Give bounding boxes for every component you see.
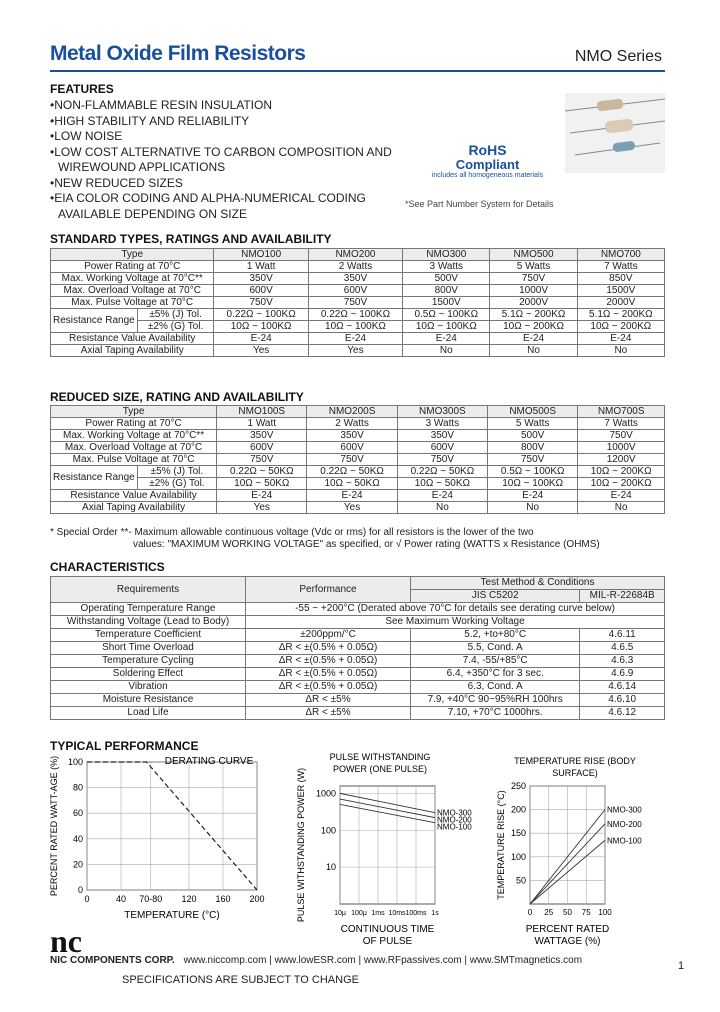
title-rule: [50, 70, 665, 72]
header-cell: Performance: [246, 577, 411, 603]
standard-heading: STANDARD TYPES, RATINGS AND AVAILABILITY: [50, 232, 332, 246]
y-tick-label: 10: [325, 862, 336, 873]
table-row: [51, 309, 665, 321]
header-cell: Test Method & Conditions: [411, 577, 665, 590]
x-tick-label: 0: [84, 894, 90, 904]
table-row: [51, 273, 665, 285]
note-line-1: * Special Order **- Maximum allowable continuous voltage (Vdc or rms) for all resistors is the lower of the two: [50, 527, 534, 538]
features-list: [50, 98, 405, 222]
page-number: 1: [678, 960, 685, 972]
x-axis-label-line-1: CONTINUOUS TIME: [340, 924, 435, 935]
series-name: NMO Series: [574, 48, 662, 65]
table-cell: No: [488, 502, 578, 514]
table-cell: 750V: [308, 297, 402, 309]
x-tick-label: 1s: [431, 910, 439, 917]
feature-item: • EIA COLOR CODING AND ALPHA-NUMERICAL CODING AVAILABLE DEPENDING ON SIZE: [50, 191, 405, 222]
table-cell: E-24: [308, 333, 402, 345]
x-tick-label: 75: [581, 908, 591, 917]
plot-frame: [87, 762, 257, 890]
table-cell: No: [403, 345, 490, 357]
x-tick-label: 40: [115, 894, 127, 904]
table-cell: 1 Watt: [214, 261, 308, 273]
table-row: [51, 430, 665, 442]
table-cell: 1200V: [578, 454, 665, 466]
table-cell: ΔR < ±5%: [246, 707, 411, 720]
type-header-cell: NMO100S: [217, 406, 307, 418]
feature-item: • LOW COST ALTERNATIVE TO CARBON COMPOSITION AND WIREWOUND APPLICATIONS: [50, 145, 405, 176]
table-cell: E-24: [578, 490, 665, 502]
resistor-photo: [565, 93, 665, 173]
table-cell: 7.4, -55/+85°C: [411, 655, 580, 668]
table-cell: 10Ω ~ 50KΩ: [307, 478, 397, 490]
table-cell: 5.5, Cond. A: [411, 642, 580, 655]
x-axis-label-line-1: PERCENT RATED: [525, 924, 610, 935]
feature-item: • HIGH STABILITY AND RELIABILITY: [50, 114, 405, 130]
table-cell: 1500V: [403, 297, 490, 309]
pulse-series-line: [340, 793, 435, 812]
row-label: Temperature Coefficient: [51, 629, 246, 642]
reduced-table: [50, 405, 665, 514]
header-cell: MIL-R-22684B: [580, 590, 665, 603]
table-cell: 750V: [490, 273, 577, 285]
header-cell: JIS C5202: [411, 590, 580, 603]
table-cell: 10Ω ~ 100KΩ: [308, 321, 402, 333]
table-row: [51, 668, 665, 681]
table-cell: 800V: [403, 285, 490, 297]
table-cell: 7 Watts: [578, 418, 665, 430]
chart-title-line-1: PULSE WITHSTANDING: [329, 752, 431, 762]
rohs-title: RoHS: [468, 142, 507, 158]
chart-title-line-1: TEMPERATURE RISE (BODY: [514, 756, 636, 766]
table-cell: 7.10, +70°C 1000hrs.: [411, 707, 580, 720]
table-cell: 5.1Ω ~ 200KΩ: [577, 309, 664, 321]
rohs-badge: [420, 142, 555, 179]
table-row: [51, 655, 665, 668]
table-cell: 1000V: [578, 442, 665, 454]
table-cell: 2000V: [490, 297, 577, 309]
table-cell: See Maximum Working Voltage: [246, 616, 665, 629]
row-label: Vibration: [51, 681, 246, 694]
x-tick-label: 100ms: [405, 910, 427, 917]
table-cell: 600V: [217, 442, 307, 454]
row-label: Short Time Overload: [51, 642, 246, 655]
row-label: Max. Pulse Voltage at 70°C: [51, 454, 217, 466]
row-label: Axial Taping Availability: [51, 502, 217, 514]
table-cell: 0.22Ω ~ 50KΩ: [307, 466, 397, 478]
table-cell: E-24: [214, 333, 308, 345]
table-row: [51, 333, 665, 345]
table-cell: 350V: [307, 430, 397, 442]
table-cell: 1000V: [490, 285, 577, 297]
table-cell: 5.2, +to+80°C: [411, 629, 580, 642]
y-tick-label: 1000: [315, 788, 336, 799]
table-cell: 600V: [397, 442, 487, 454]
table-cell: 5 Watts: [490, 261, 577, 273]
table-cell: 4.6.11: [580, 629, 665, 642]
table-header-row: [51, 249, 665, 261]
nic-logo: [50, 923, 98, 959]
table-cell: 7.9, +40°C 90~95%RH 100hrs: [411, 694, 580, 707]
table-cell: 750V: [214, 297, 308, 309]
type-header-cell: NMO700: [577, 249, 664, 261]
table-cell: 10Ω ~ 200KΩ: [578, 478, 665, 490]
table-cell: 4.6.10: [580, 694, 665, 707]
table-cell: 5.1Ω ~ 200KΩ: [490, 309, 577, 321]
series-label: NMO-300: [437, 808, 472, 818]
series-label: NMO-100: [607, 836, 642, 846]
table-cell: 1 Watt: [217, 418, 307, 430]
page-title: Metal Oxide Film Resistors: [50, 42, 306, 65]
table-cell: No: [490, 345, 577, 357]
chart-title-line-2: POWER (ONE PULSE): [332, 764, 428, 774]
table-cell: 850V: [577, 273, 664, 285]
header-cell: Type: [51, 249, 214, 261]
tolerance-label: ±5% (J) Tol.: [137, 309, 214, 321]
table-cell: 4.6.9: [580, 668, 665, 681]
row-label: Axial Taping Availability: [51, 345, 214, 357]
table-row: [51, 681, 665, 694]
row-label: Moisture Resistance: [51, 694, 246, 707]
table-cell: -55 ~ +200°C (Derated above 70°C for details see derating curve below): [246, 603, 665, 616]
table-cell: 0.22Ω ~ 50KΩ: [217, 466, 307, 478]
table-cell: Yes: [307, 502, 397, 514]
table-cell: 2 Watts: [308, 261, 402, 273]
standard-table: [50, 248, 665, 357]
x-tick-label: 1ms: [371, 910, 385, 917]
table-row: [51, 345, 665, 357]
table-cell: 350V: [214, 273, 308, 285]
y-axis-label: PULSE WITHSTANDING POWER (W): [296, 767, 306, 923]
table-cell: ΔR < ±(0.5% + 0.05Ω): [246, 655, 411, 668]
table-cell: E-24: [217, 490, 307, 502]
rohs-compliant: Compliant: [455, 157, 520, 172]
type-header-cell: NMO300S: [397, 406, 487, 418]
row-label: Resistance Range: [51, 466, 138, 490]
y-tick-label: 0: [77, 885, 83, 895]
plot-frame: [340, 786, 435, 904]
x-axis-label-line-2: WATTAGE (%): [534, 936, 601, 947]
table-cell: 4.6.3: [580, 655, 665, 668]
table-cell: 4.6.12: [580, 707, 665, 720]
tolerance-label: ±2% (G) Tol.: [137, 478, 216, 490]
table-cell: 1500V: [577, 285, 664, 297]
table-cell: 0.22Ω ~ 50KΩ: [397, 466, 487, 478]
table-row: [51, 490, 665, 502]
pulse-series-line: [340, 799, 435, 818]
table-cell: Yes: [217, 502, 307, 514]
rohs-subtext: includes all homogeneous materials: [431, 172, 544, 179]
table-cell: 750V: [578, 430, 665, 442]
table-cell: 2 Watts: [307, 418, 397, 430]
table-row: [51, 502, 665, 514]
series-label: NMO-200: [437, 815, 472, 825]
type-header-cell: NMO500: [490, 249, 577, 261]
table-cell: 750V: [217, 454, 307, 466]
row-label: Resistance Range: [51, 309, 138, 333]
tolerance-label: ±5% (J) Tol.: [137, 466, 216, 478]
derating-line: [87, 762, 257, 890]
table-row: [51, 616, 665, 629]
type-header-cell: NMO200: [308, 249, 402, 261]
table-cell: 350V: [308, 273, 402, 285]
table-cell: 6.3, Cond. A: [411, 681, 580, 694]
table-row: [51, 285, 665, 297]
pulse-series-line: [340, 804, 435, 822]
derating-chart: [45, 752, 275, 922]
table-cell: 500V: [403, 273, 490, 285]
table-cell: No: [397, 502, 487, 514]
row-label: Max. Overload Voltage at 70°C: [51, 442, 217, 454]
characteristics-heading: CHARACTERISTICS: [50, 560, 165, 574]
table-cell: 10Ω ~ 100KΩ: [488, 478, 578, 490]
reduced-heading: REDUCED SIZE, RATING AND AVAILABILITY: [50, 390, 304, 404]
table-cell: 10Ω ~ 50KΩ: [397, 478, 487, 490]
x-tick-label: 100μ: [351, 910, 367, 917]
row-label: Resistance Value Availability: [51, 333, 214, 345]
table-cell: 7 Watts: [577, 261, 664, 273]
x-axis-label-line-2: OF PULSE: [362, 936, 413, 947]
footer-line: [50, 955, 582, 966]
x-tick-label: 200: [249, 894, 265, 904]
feature-item: • LOW NOISE: [50, 129, 405, 145]
table-cell: 10Ω ~ 100KΩ: [214, 321, 308, 333]
voltage-note: [50, 527, 670, 551]
y-tick-label: 250: [510, 781, 526, 791]
table-cell: 10Ω ~ 50KΩ: [217, 478, 307, 490]
table-cell: Yes: [308, 345, 402, 357]
table-row: [51, 707, 665, 720]
chart-title: DERATING CURVE: [164, 756, 254, 767]
typical-heading: TYPICAL PERFORMANCE: [50, 739, 199, 753]
table-row: [51, 261, 665, 273]
table-row: [51, 454, 665, 466]
y-tick-label: 100: [510, 851, 526, 862]
row-label: Soldering Effect: [51, 668, 246, 681]
y-axis-label: PERCENT RATED WATT-AGE (%): [49, 755, 59, 897]
row-label: Max. Working Voltage at 70°C**: [51, 430, 217, 442]
table-cell: 4.6.14: [580, 681, 665, 694]
company-name: NIC COMPONENTS CORP.: [50, 955, 175, 966]
x-tick-label: 10μ: [334, 910, 346, 917]
table-cell: E-24: [490, 333, 577, 345]
table-cell: 10Ω ~ 100KΩ: [403, 321, 490, 333]
y-tick-label: 200: [510, 804, 526, 815]
table-cell: ΔR < ±5%: [246, 694, 411, 707]
table-cell: 600V: [214, 285, 308, 297]
x-tick-label: 25: [544, 908, 554, 917]
x-tick-label: 50: [563, 908, 572, 917]
type-header-cell: NMO100: [214, 249, 308, 261]
table-cell: 0.5Ω ~ 100KΩ: [403, 309, 490, 321]
table-cell: ΔR < ±(0.5% + 0.05Ω): [246, 681, 411, 694]
table-cell: 6.4, +350°C for 3 sec.: [411, 668, 580, 681]
note-line-2: values: "MAXIMUM WORKING VOLTAGE" as specified, or √ Power rating (WATTS x Resistance (OHMS): [133, 539, 600, 550]
table-header-row: [51, 406, 665, 418]
type-header-cell: NMO200S: [307, 406, 397, 418]
table-cell: 2000V: [577, 297, 664, 309]
table-cell: E-24: [397, 490, 487, 502]
table-cell: E-24: [577, 333, 664, 345]
y-tick-label: 50: [515, 875, 526, 886]
row-label: Max. Pulse Voltage at 70°C: [51, 297, 214, 309]
x-tick-label: 120: [181, 894, 197, 904]
table-cell: No: [577, 345, 664, 357]
table-row: [51, 297, 665, 309]
table-cell: 600V: [307, 442, 397, 454]
table-cell: 3 Watts: [397, 418, 487, 430]
row-label: Withstanding Voltage (Lead to Body): [51, 616, 246, 629]
table-cell: ΔR < ±(0.5% + 0.05Ω): [246, 642, 411, 655]
table-cell: 10Ω ~ 200KΩ: [578, 466, 665, 478]
x-tick-label: 70-80: [139, 894, 163, 904]
feature-item: • NEW REDUCED SIZES: [50, 176, 405, 192]
table-cell: ΔR < ±(0.5% + 0.05Ω): [246, 668, 411, 681]
row-label: Max. Overload Voltage at 70°C: [51, 285, 214, 297]
table-row: [51, 466, 665, 478]
table-cell: 0.5Ω ~ 100KΩ: [488, 466, 578, 478]
table-cell: 0.22Ω ~ 100KΩ: [308, 309, 402, 321]
table-cell: 350V: [397, 430, 487, 442]
header-cell: Requirements: [51, 577, 246, 603]
table-cell: 800V: [488, 442, 578, 454]
table-header-row: [51, 577, 665, 590]
tolerance-label: ±2% (G) Tol.: [137, 321, 214, 333]
table-cell: ±200ppm/°C: [246, 629, 411, 642]
table-row: [51, 642, 665, 655]
table-cell: 750V: [488, 454, 578, 466]
table-row: [51, 321, 665, 333]
type-header-cell: NMO300: [403, 249, 490, 261]
company-websites[interactable]: www.niccomp.com | www.lowESR.com | www.RFpassives.com | www.SMTmagnetics.com: [183, 955, 583, 966]
x-tick-label: 100: [598, 908, 612, 917]
table-cell: 3 Watts: [403, 261, 490, 273]
table-cell: E-24: [307, 490, 397, 502]
row-label: Resistance Value Availability: [51, 490, 217, 502]
row-label: Operating Temperature Range: [51, 603, 246, 616]
table-cell: 500V: [488, 430, 578, 442]
features-heading: FEATURES: [50, 82, 114, 96]
y-tick-label: 20: [72, 859, 83, 870]
table-cell: E-24: [403, 333, 490, 345]
y-tick-label: 40: [72, 833, 83, 844]
table-row: [51, 418, 665, 430]
feature-item: • NON-FLAMMABLE RESIN INSULATION: [50, 98, 405, 114]
table-cell: E-24: [488, 490, 578, 502]
table-cell: 350V: [217, 430, 307, 442]
y-tick-label: 150: [510, 828, 526, 839]
y-tick-label: 80: [72, 782, 83, 793]
y-axis-label: TEMPERATURE RISE (°C): [496, 790, 506, 900]
chart-title-line-2: SURFACE): [552, 768, 598, 778]
table-cell: 0.22Ω ~ 100KΩ: [214, 309, 308, 321]
y-tick-label: 60: [72, 808, 83, 819]
table-row: [51, 694, 665, 707]
table-row: [51, 442, 665, 454]
change-notice: SPECIFICATIONS ARE SUBJECT TO CHANGE: [122, 974, 359, 986]
table-row: [51, 603, 665, 616]
x-tick-label: 10ms: [388, 910, 406, 917]
row-label: Load Life: [51, 707, 246, 720]
header-cell: Type: [51, 406, 217, 418]
series-label: NMO-100: [437, 822, 472, 832]
table-row: [51, 478, 665, 490]
y-tick-label: 100: [320, 825, 336, 836]
row-label: Max. Working Voltage at 70°C**: [51, 273, 214, 285]
table-cell: 5 Watts: [488, 418, 578, 430]
x-tick-label: 0: [527, 908, 533, 917]
table-cell: 4.6.5: [580, 642, 665, 655]
series-label: NMO-200: [607, 819, 642, 829]
type-header-cell: NMO500S: [488, 406, 578, 418]
row-label: Power Rating at 70°C: [51, 261, 214, 273]
type-header-cell: NMO700S: [578, 406, 665, 418]
y-tick-label: 100: [67, 757, 83, 767]
table-cell: 750V: [397, 454, 487, 466]
table-cell: Yes: [214, 345, 308, 357]
pulse-chart: [290, 748, 490, 947]
part-number-note: *See Part Number System for Details: [405, 199, 554, 209]
temperature-rise-chart: [490, 752, 665, 947]
table-cell: No: [578, 502, 665, 514]
table-cell: 10Ω ~ 200KΩ: [577, 321, 664, 333]
x-axis-label: TEMPERATURE (°C): [124, 910, 220, 921]
series-label: NMO-300: [607, 805, 642, 815]
table-cell: 10Ω ~ 200KΩ: [490, 321, 577, 333]
table-row: [51, 629, 665, 642]
logo-text: nc: [50, 923, 82, 959]
row-label: Temperature Cycling: [51, 655, 246, 668]
row-label: Power Rating at 70°C: [51, 418, 217, 430]
table-cell: 750V: [307, 454, 397, 466]
table-cell: 600V: [308, 285, 402, 297]
characteristics-table: [50, 576, 665, 720]
x-tick-label: 160: [215, 894, 231, 904]
